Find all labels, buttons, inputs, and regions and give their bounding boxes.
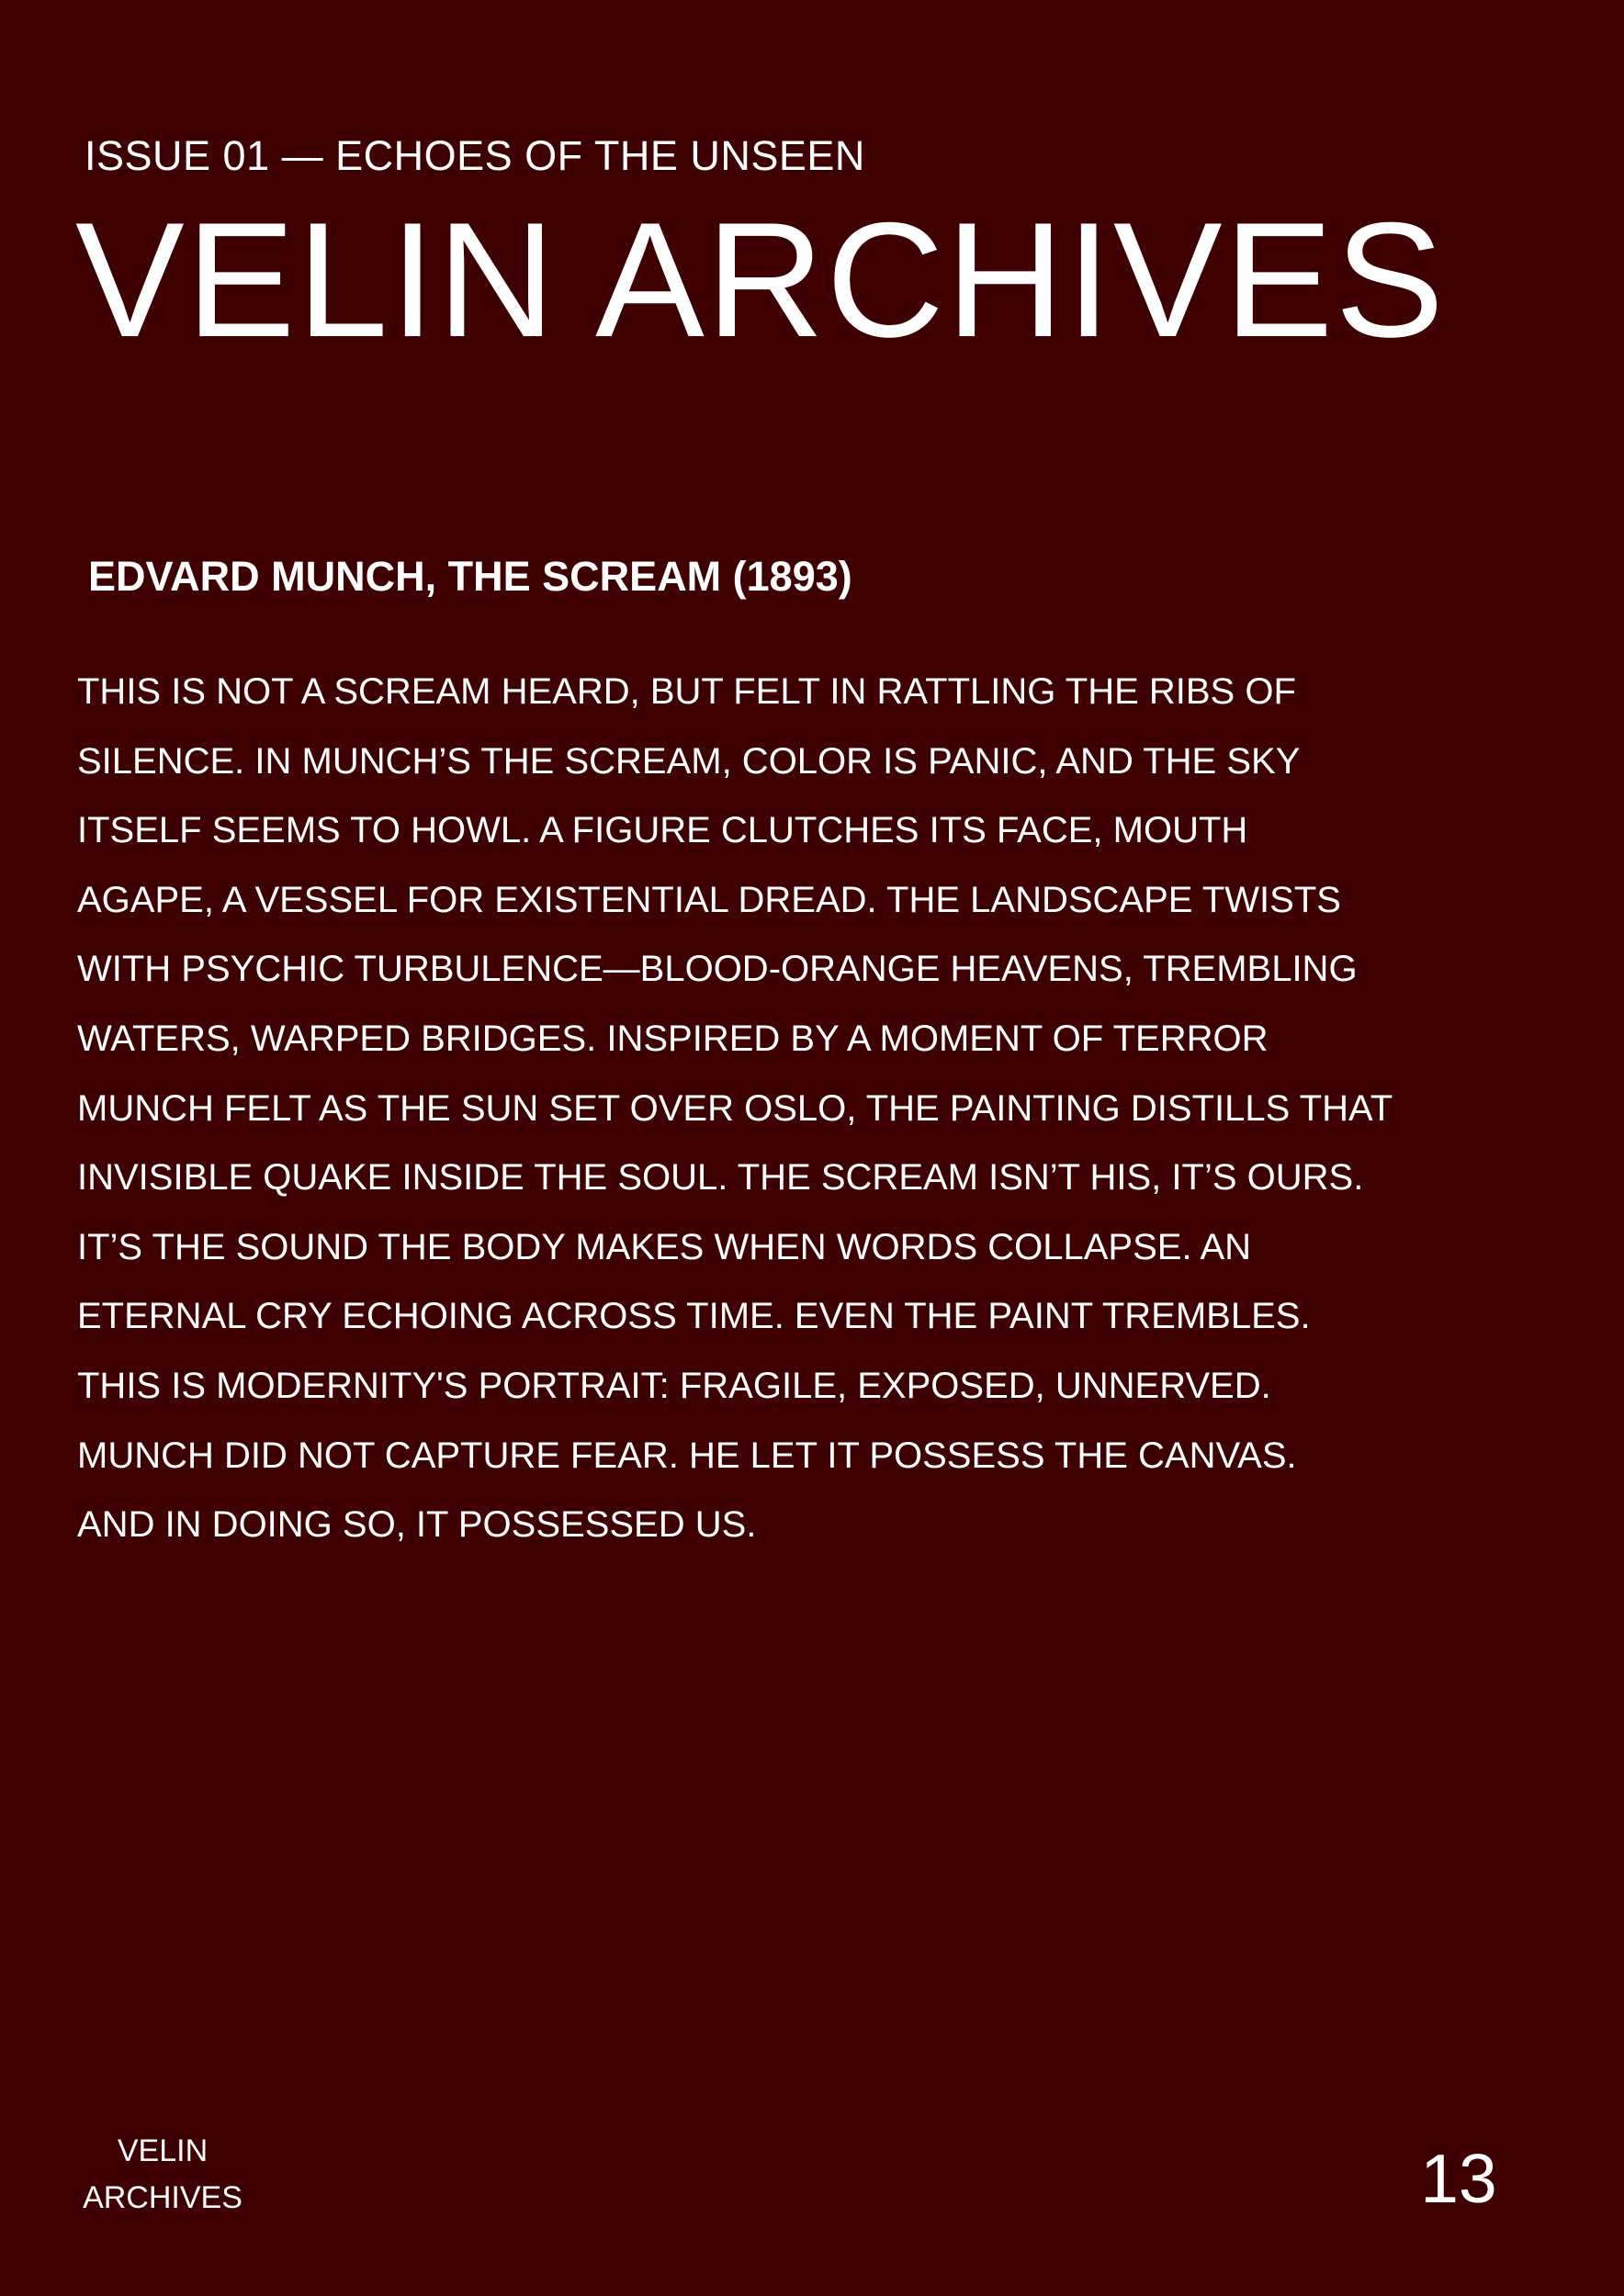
masthead-title: VELIN ARCHIVES bbox=[75, 188, 1447, 371]
body-line: MUNCH FELT AS THE SUN SET OVER OSLO, THE PAINTING DISTILLS THAT bbox=[77, 1087, 1393, 1129]
body-line: ITSELF SEEMS TO HOWL. A FIGURE CLUTCHES ITS FACE, MOUTH bbox=[77, 810, 1248, 851]
page-number: 13 bbox=[1420, 2140, 1497, 2217]
body-line: THIS IS NOT A SCREAM HEARD, BUT FELT IN RATTLING THE RIBS OF bbox=[77, 671, 1296, 712]
body-line: IT’S THE SOUND THE BODY MAKES WHEN WORDS COLLAPSE. AN bbox=[77, 1226, 1252, 1267]
footer-brand-line: VELIN bbox=[117, 2133, 209, 2168]
body-line: THIS IS MODERNITY'S PORTRAIT: FRAGILE, EXPOSED, UNNERVED. bbox=[77, 1365, 1271, 1406]
body-line: SILENCE. IN MUNCH’S THE SCREAM, COLOR IS PANIC, AND THE SKY bbox=[77, 740, 1301, 782]
footer-brand bbox=[73, 2128, 252, 2222]
footer-brand-line: ARCHIVES bbox=[83, 2180, 242, 2215]
body-line: WATERS, WARPED BRIDGES. INSPIRED BY A MOMENT OF TERROR bbox=[77, 1018, 1269, 1059]
body-line: INVISIBLE QUAKE INSIDE THE SOUL. THE SCREAM ISN’T HIS, IT’S OURS. bbox=[77, 1157, 1364, 1199]
body-line: WITH PSYCHIC TURBULENCE—BLOOD-ORANGE HEAVENS, TREMBLING bbox=[77, 949, 1358, 990]
body-line: ETERNAL CRY ECHOING ACROSS TIME. EVEN THE PAINT TREMBLES. bbox=[77, 1296, 1311, 1337]
issue-line: ISSUE 01 — ECHOES OF THE UNSEEN bbox=[85, 132, 865, 179]
article-body bbox=[77, 658, 1400, 1560]
body-line: AGAPE, A VESSEL FOR EXISTENTIAL DREAD. THE LANDSCAPE TWISTS bbox=[77, 879, 1341, 920]
article-title: EDVARD MUNCH, THE SCREAM (1893) bbox=[88, 553, 852, 600]
body-line: MUNCH DID NOT CAPTURE FEAR. HE LET IT POSSESS THE CANVAS. bbox=[77, 1435, 1297, 1476]
body-line: AND IN DOING SO, IT POSSESSED US. bbox=[77, 1504, 757, 1546]
